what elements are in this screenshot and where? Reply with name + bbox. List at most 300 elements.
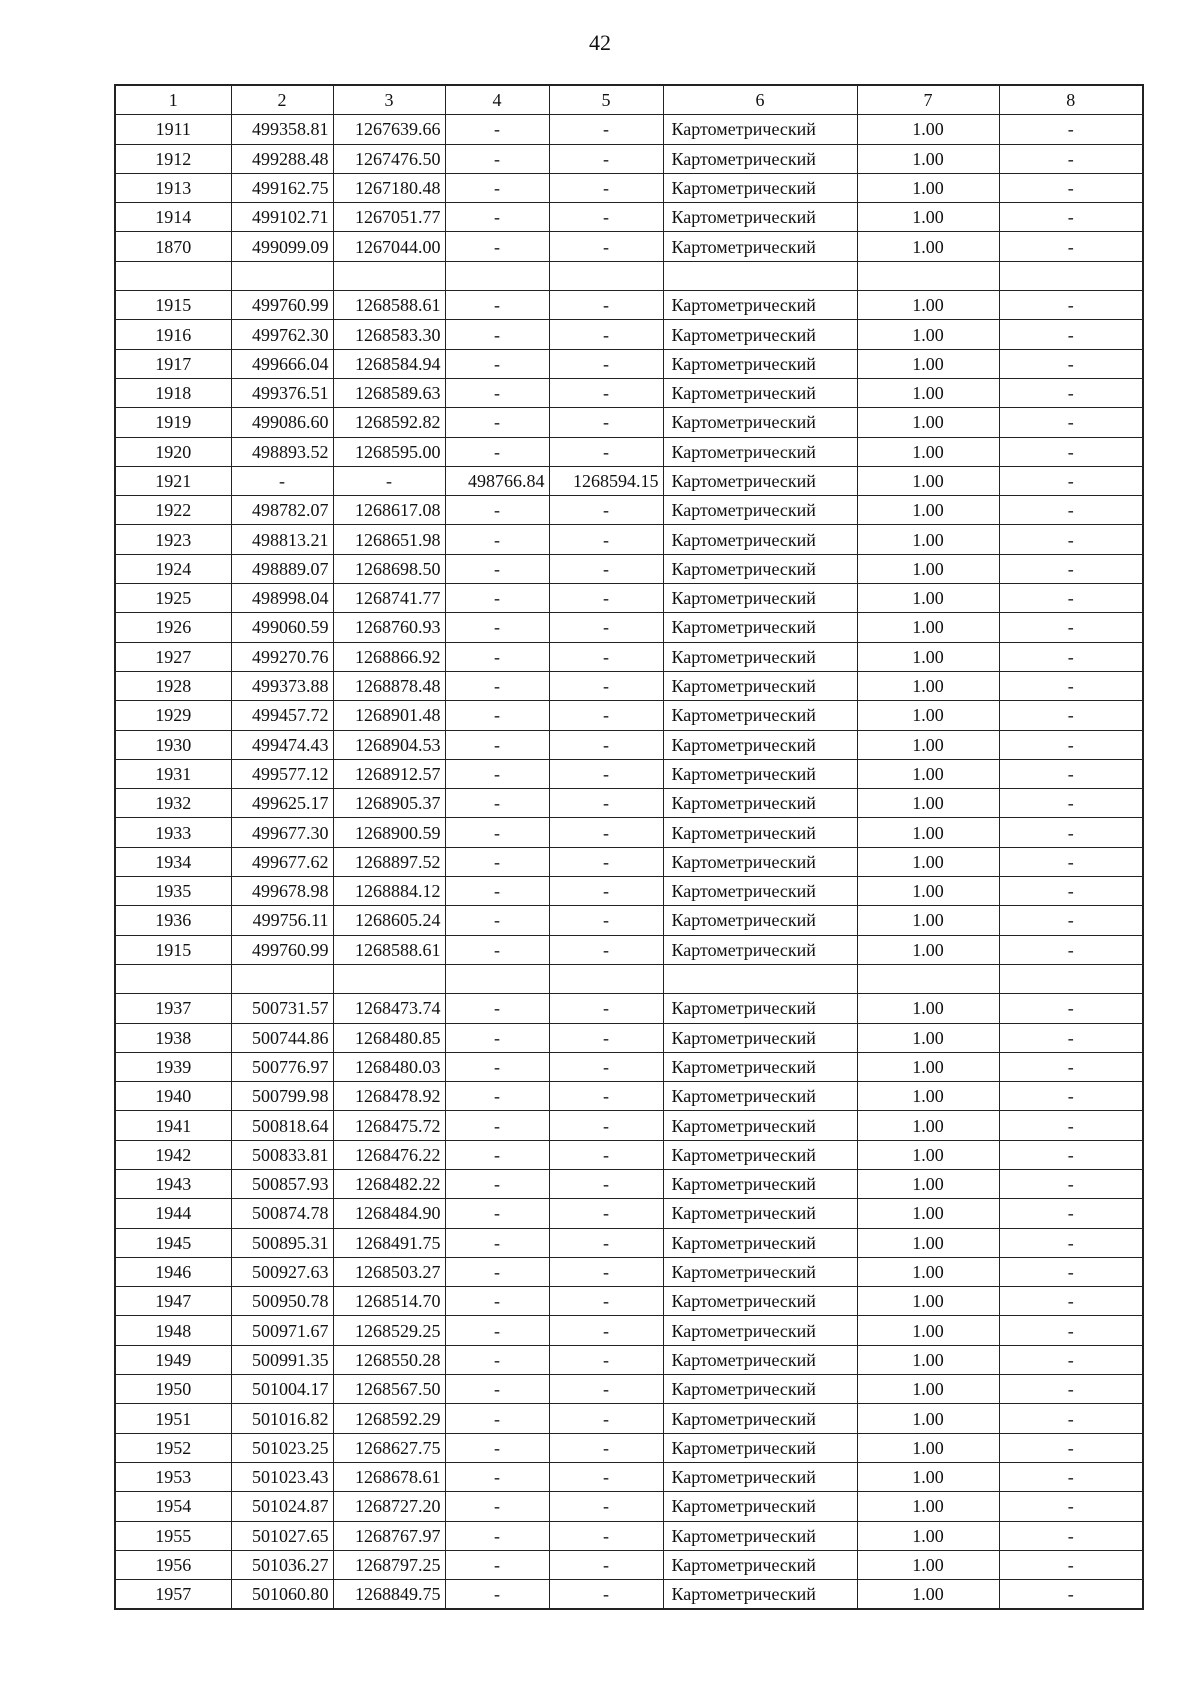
table-row [115, 232, 1143, 261]
x-coordinate-cell: 500991.35 [231, 1345, 333, 1374]
table-row [115, 554, 1143, 583]
y-coordinate-cell: 1268529.25 [333, 1316, 445, 1345]
y-coordinate-cell: 1268592.82 [333, 408, 445, 437]
x-coordinate-alt-cell: - [445, 1404, 549, 1433]
table-row [115, 1462, 1143, 1491]
x-coordinate-cell: 501027.65 [231, 1521, 333, 1550]
x-coordinate-alt-cell: - [445, 203, 549, 232]
x-coordinate-cell: 500818.64 [231, 1111, 333, 1140]
description-cell: - [999, 1550, 1143, 1579]
x-coordinate-cell: 499577.12 [231, 759, 333, 788]
y-coordinate-cell: 1268589.63 [333, 378, 445, 407]
x-coordinate-cell: 498889.07 [231, 554, 333, 583]
accuracy-cell: 1.00 [857, 554, 999, 583]
x-coordinate-cell: 499060.59 [231, 613, 333, 642]
accuracy-cell: 1.00 [857, 349, 999, 378]
x-coordinate-cell: 499760.99 [231, 935, 333, 964]
method-cell: Картометрический [663, 1462, 857, 1491]
y-coordinate-alt-cell: - [549, 671, 663, 700]
y-coordinate-cell: 1268878.48 [333, 671, 445, 700]
description-cell: - [999, 759, 1143, 788]
point-number-cell: 1937 [115, 994, 231, 1023]
y-coordinate-alt-cell: - [549, 1550, 663, 1579]
accuracy-cell: 1.00 [857, 935, 999, 964]
method-cell: Картометрический [663, 994, 857, 1023]
point-number-cell: 1922 [115, 496, 231, 525]
table-row [115, 759, 1143, 788]
accuracy-cell: 1.00 [857, 291, 999, 320]
table-row [115, 789, 1143, 818]
point-number-cell: 1916 [115, 320, 231, 349]
method-cell: Картометрический [663, 1375, 857, 1404]
description-cell: - [999, 1140, 1143, 1169]
y-coordinate-alt-cell: - [549, 1462, 663, 1491]
y-coordinate-cell: 1268727.20 [333, 1492, 445, 1521]
x-coordinate-alt-cell: - [445, 1521, 549, 1550]
y-coordinate-cell: 1268567.50 [333, 1375, 445, 1404]
method-cell: Картометрический [663, 1433, 857, 1462]
y-coordinate-cell: 1268741.77 [333, 584, 445, 613]
x-coordinate-cell: 500833.81 [231, 1140, 333, 1169]
x-coordinate-alt-cell: - [445, 730, 549, 759]
accuracy-cell: 1.00 [857, 759, 999, 788]
x-coordinate-alt-cell: - [445, 1375, 549, 1404]
method-cell: Картометрический [663, 1199, 857, 1228]
accuracy-cell: 1.00 [857, 232, 999, 261]
point-number-cell: 1911 [115, 115, 231, 144]
method-cell: Картометрический [663, 759, 857, 788]
x-coordinate-alt-cell: - [445, 173, 549, 202]
description-cell: - [999, 1433, 1143, 1462]
y-coordinate-cell: 1268905.37 [333, 789, 445, 818]
table-row [115, 1111, 1143, 1140]
accuracy-cell: 1.00 [857, 701, 999, 730]
y-coordinate-alt-cell: - [549, 1082, 663, 1111]
x-coordinate-cell: 499678.98 [231, 877, 333, 906]
y-coordinate-alt-cell: - [549, 906, 663, 935]
y-coordinate-alt-cell: - [549, 173, 663, 202]
page-number: 42 [589, 30, 611, 55]
accuracy-cell: 1.00 [857, 877, 999, 906]
description-cell: - [999, 554, 1143, 583]
accuracy-cell: 1.00 [857, 1492, 999, 1521]
y-coordinate-alt-cell: - [549, 203, 663, 232]
x-coordinate-alt-cell: - [445, 642, 549, 671]
x-coordinate-cell: - [231, 466, 333, 495]
method-cell: Картометрический [663, 1345, 857, 1374]
y-coordinate-alt-cell: - [549, 1580, 663, 1610]
table-row [115, 847, 1143, 876]
x-coordinate-alt-cell: - [445, 349, 549, 378]
description-cell: - [999, 173, 1143, 202]
table-row [115, 935, 1143, 964]
description-cell: - [999, 1580, 1143, 1610]
point-number-cell: 1870 [115, 232, 231, 261]
accuracy-cell: 1.00 [857, 994, 999, 1023]
point-number-cell: 1920 [115, 437, 231, 466]
accuracy-cell [857, 261, 999, 290]
x-coordinate-cell: 501024.87 [231, 1492, 333, 1521]
y-coordinate-alt-cell: - [549, 1257, 663, 1286]
x-coordinate-alt-cell: - [445, 1492, 549, 1521]
y-coordinate-alt-cell: - [549, 1287, 663, 1316]
accuracy-cell: 1.00 [857, 1169, 999, 1198]
y-coordinate-alt-cell: - [549, 1433, 663, 1462]
method-cell: Картометрический [663, 642, 857, 671]
table-row [115, 1492, 1143, 1521]
y-coordinate-alt-cell: - [549, 232, 663, 261]
x-coordinate-alt-cell: - [445, 1228, 549, 1257]
y-coordinate-cell: 1268480.03 [333, 1052, 445, 1081]
x-coordinate-alt-cell: - [445, 877, 549, 906]
accuracy-cell: 1.00 [857, 1023, 999, 1052]
accuracy-cell: 1.00 [857, 525, 999, 554]
x-coordinate-alt-cell: - [445, 1462, 549, 1491]
y-coordinate-alt-cell: - [549, 994, 663, 1023]
description-cell: - [999, 437, 1143, 466]
x-coordinate-alt-cell: - [445, 1550, 549, 1579]
point-number-cell [115, 261, 231, 290]
x-coordinate-cell: 499099.09 [231, 232, 333, 261]
y-coordinate-alt-cell: - [549, 701, 663, 730]
y-coordinate-alt-cell: - [549, 349, 663, 378]
description-cell: - [999, 994, 1143, 1023]
method-cell: Картометрический [663, 291, 857, 320]
method-cell: Картометрический [663, 144, 857, 173]
method-cell: Картометрический [663, 1550, 857, 1579]
description-cell: - [999, 1023, 1143, 1052]
description-cell: - [999, 642, 1143, 671]
x-coordinate-cell: 499756.11 [231, 906, 333, 935]
x-coordinate-alt-cell: - [445, 291, 549, 320]
x-coordinate-alt-cell: - [445, 525, 549, 554]
x-coordinate-alt-cell: - [445, 1345, 549, 1374]
accuracy-cell: 1.00 [857, 1433, 999, 1462]
description-cell: - [999, 1257, 1143, 1286]
method-cell: Картометрический [663, 818, 857, 847]
y-coordinate-cell: 1268866.92 [333, 642, 445, 671]
point-number-cell: 1924 [115, 554, 231, 583]
method-cell: Картометрический [663, 115, 857, 144]
y-coordinate-alt-cell: - [549, 291, 663, 320]
y-coordinate-cell: - [333, 466, 445, 495]
description-cell: - [999, 320, 1143, 349]
description-cell: - [999, 789, 1143, 818]
y-coordinate-cell: 1268698.50 [333, 554, 445, 583]
accuracy-cell: 1.00 [857, 1462, 999, 1491]
accuracy-cell: 1.00 [857, 906, 999, 935]
accuracy-cell [857, 964, 999, 993]
description-cell: - [999, 671, 1143, 700]
table-row [115, 320, 1143, 349]
y-coordinate-alt-cell: - [549, 642, 663, 671]
y-coordinate-cell: 1268617.08 [333, 496, 445, 525]
x-coordinate-alt-cell: - [445, 115, 549, 144]
description-cell: - [999, 906, 1143, 935]
x-coordinate-alt-cell: - [445, 1199, 549, 1228]
table-row [115, 1052, 1143, 1081]
y-coordinate-cell: 1268478.92 [333, 1082, 445, 1111]
point-number-cell: 1956 [115, 1550, 231, 1579]
method-cell: Картометрический [663, 437, 857, 466]
point-number-cell: 1946 [115, 1257, 231, 1286]
table-row [115, 1404, 1143, 1433]
x-coordinate-alt-cell: - [445, 847, 549, 876]
x-coordinate-cell: 499762.30 [231, 320, 333, 349]
point-number-cell: 1934 [115, 847, 231, 876]
x-coordinate-cell: 499666.04 [231, 349, 333, 378]
y-coordinate-cell: 1268627.75 [333, 1433, 445, 1462]
description-cell [999, 964, 1143, 993]
description-cell: - [999, 1111, 1143, 1140]
y-coordinate-alt-cell: - [549, 1052, 663, 1081]
x-coordinate-alt-cell: - [445, 144, 549, 173]
method-cell: Картометрический [663, 1492, 857, 1521]
table-row [115, 964, 1143, 993]
table-row [115, 291, 1143, 320]
description-cell: - [999, 1492, 1143, 1521]
description-cell: - [999, 1052, 1143, 1081]
x-coordinate-cell: 500874.78 [231, 1199, 333, 1228]
x-coordinate-alt-cell: - [445, 818, 549, 847]
x-coordinate-alt-cell [445, 261, 549, 290]
accuracy-cell: 1.00 [857, 1580, 999, 1610]
description-cell [999, 261, 1143, 290]
table-row [115, 613, 1143, 642]
y-coordinate-alt-cell: - [549, 1345, 663, 1374]
table-row [115, 1550, 1143, 1579]
x-coordinate-alt-cell: - [445, 1433, 549, 1462]
y-coordinate-alt-cell: - [549, 1316, 663, 1345]
x-coordinate-alt-cell: - [445, 613, 549, 642]
method-cell: Картометрический [663, 554, 857, 583]
x-coordinate-cell: 500731.57 [231, 994, 333, 1023]
y-coordinate-cell: 1268588.61 [333, 935, 445, 964]
accuracy-cell: 1.00 [857, 1052, 999, 1081]
point-number-cell: 1940 [115, 1082, 231, 1111]
table-row [115, 496, 1143, 525]
description-cell: - [999, 613, 1143, 642]
y-coordinate-alt-cell: - [549, 1375, 663, 1404]
accuracy-cell: 1.00 [857, 1521, 999, 1550]
header-cell-8: 8 [999, 85, 1143, 115]
x-coordinate-alt-cell: - [445, 1082, 549, 1111]
table-row [115, 1316, 1143, 1345]
method-cell: Картометрический [663, 906, 857, 935]
table-row [115, 408, 1143, 437]
y-coordinate-cell [333, 261, 445, 290]
x-coordinate-cell: 500744.86 [231, 1023, 333, 1052]
y-coordinate-alt-cell: - [549, 1199, 663, 1228]
table-row [115, 906, 1143, 935]
description-cell: - [999, 232, 1143, 261]
y-coordinate-alt-cell: - [549, 144, 663, 173]
y-coordinate-cell: 1267476.50 [333, 144, 445, 173]
description-cell: - [999, 818, 1143, 847]
y-coordinate-alt-cell [549, 964, 663, 993]
point-number-cell: 1915 [115, 935, 231, 964]
method-cell: Картометрический [663, 1111, 857, 1140]
x-coordinate-cell: 500927.63 [231, 1257, 333, 1286]
x-coordinate-alt-cell [445, 964, 549, 993]
x-coordinate-alt-cell: - [445, 1257, 549, 1286]
y-coordinate-cell: 1268588.61 [333, 291, 445, 320]
x-coordinate-alt-cell: - [445, 496, 549, 525]
method-cell: Картометрический [663, 877, 857, 906]
x-coordinate-cell: 501023.25 [231, 1433, 333, 1462]
y-coordinate-cell: 1268678.61 [333, 1462, 445, 1491]
y-coordinate-cell: 1268912.57 [333, 759, 445, 788]
y-coordinate-alt-cell: - [549, 759, 663, 788]
y-coordinate-cell: 1268767.97 [333, 1521, 445, 1550]
y-coordinate-cell: 1268797.25 [333, 1550, 445, 1579]
accuracy-cell: 1.00 [857, 203, 999, 232]
y-coordinate-cell: 1268605.24 [333, 906, 445, 935]
point-number-cell: 1930 [115, 730, 231, 759]
table-row [115, 818, 1143, 847]
x-coordinate-alt-cell: - [445, 584, 549, 613]
y-coordinate-alt-cell: - [549, 525, 663, 554]
description-cell: - [999, 584, 1143, 613]
x-coordinate-alt-cell: - [445, 1169, 549, 1198]
point-number-cell: 1917 [115, 349, 231, 378]
point-number-cell: 1957 [115, 1580, 231, 1610]
point-number-cell [115, 964, 231, 993]
x-coordinate-alt-cell: - [445, 906, 549, 935]
description-cell: - [999, 408, 1143, 437]
point-number-cell: 1955 [115, 1521, 231, 1550]
method-cell: Картометрический [663, 1023, 857, 1052]
description-cell: - [999, 1082, 1143, 1111]
x-coordinate-cell: 498813.21 [231, 525, 333, 554]
point-number-cell: 1929 [115, 701, 231, 730]
table-body [115, 85, 1143, 1609]
method-cell: Картометрический [663, 671, 857, 700]
method-cell: Картометрический [663, 496, 857, 525]
x-coordinate-alt-cell: - [445, 554, 549, 583]
table-row [115, 437, 1143, 466]
table-row [115, 1228, 1143, 1257]
header-cell-2: 2 [231, 85, 333, 115]
accuracy-cell: 1.00 [857, 730, 999, 759]
y-coordinate-cell: 1268550.28 [333, 1345, 445, 1374]
x-coordinate-cell: 500799.98 [231, 1082, 333, 1111]
table-row [115, 642, 1143, 671]
point-number-cell: 1948 [115, 1316, 231, 1345]
x-coordinate-cell: 498782.07 [231, 496, 333, 525]
method-cell: Картометрический [663, 701, 857, 730]
table-row [115, 1287, 1143, 1316]
accuracy-cell: 1.00 [857, 1082, 999, 1111]
point-number-cell: 1918 [115, 378, 231, 407]
description-cell: - [999, 349, 1143, 378]
x-coordinate-cell: 499086.60 [231, 408, 333, 437]
method-cell: Картометрический [663, 1521, 857, 1550]
y-coordinate-cell: 1268884.12 [333, 877, 445, 906]
method-cell: Картометрический [663, 789, 857, 818]
point-number-cell: 1945 [115, 1228, 231, 1257]
y-coordinate-cell: 1268595.00 [333, 437, 445, 466]
x-coordinate-alt-cell: - [445, 1052, 549, 1081]
x-coordinate-cell: 500971.67 [231, 1316, 333, 1345]
point-number-cell: 1939 [115, 1052, 231, 1081]
accuracy-cell: 1.00 [857, 466, 999, 495]
description-cell: - [999, 1404, 1143, 1433]
header-cell-6: 6 [663, 85, 857, 115]
point-number-cell: 1950 [115, 1375, 231, 1404]
x-coordinate-cell: 499677.30 [231, 818, 333, 847]
method-cell: Картометрический [663, 1052, 857, 1081]
method-cell: Картометрический [663, 466, 857, 495]
point-number-cell: 1927 [115, 642, 231, 671]
accuracy-cell: 1.00 [857, 671, 999, 700]
method-cell: Картометрический [663, 584, 857, 613]
y-coordinate-alt-cell: - [549, 496, 663, 525]
point-number-cell: 1925 [115, 584, 231, 613]
table-row [115, 261, 1143, 290]
accuracy-cell: 1.00 [857, 408, 999, 437]
x-coordinate-cell: 499760.99 [231, 291, 333, 320]
description-cell: - [999, 1199, 1143, 1228]
description-cell: - [999, 1462, 1143, 1491]
y-coordinate-cell: 1268514.70 [333, 1287, 445, 1316]
x-coordinate-cell: 499162.75 [231, 173, 333, 202]
method-cell: Картометрический [663, 320, 857, 349]
y-coordinate-alt-cell: - [549, 730, 663, 759]
x-coordinate-cell: 500950.78 [231, 1287, 333, 1316]
point-number-cell: 1914 [115, 203, 231, 232]
y-coordinate-cell: 1267044.00 [333, 232, 445, 261]
method-cell: Картометрический [663, 1228, 857, 1257]
x-coordinate-alt-cell: - [445, 1287, 549, 1316]
method-cell: Картометрический [663, 232, 857, 261]
point-number-cell: 1932 [115, 789, 231, 818]
accuracy-cell: 1.00 [857, 1111, 999, 1140]
table-row [115, 1023, 1143, 1052]
description-cell: - [999, 701, 1143, 730]
x-coordinate-alt-cell: - [445, 320, 549, 349]
point-number-cell: 1952 [115, 1433, 231, 1462]
point-number-cell: 1953 [115, 1462, 231, 1491]
table-row [115, 584, 1143, 613]
accuracy-cell: 1.00 [857, 173, 999, 202]
accuracy-cell: 1.00 [857, 1316, 999, 1345]
table-row [115, 671, 1143, 700]
method-cell: Картометрический [663, 525, 857, 554]
x-coordinate-alt-cell: - [445, 1111, 549, 1140]
table-row [115, 203, 1143, 232]
x-coordinate-alt-cell: - [445, 701, 549, 730]
y-coordinate-cell: 1267639.66 [333, 115, 445, 144]
table-row [115, 1199, 1143, 1228]
point-number-cell: 1951 [115, 1404, 231, 1433]
y-coordinate-alt-cell: - [549, 408, 663, 437]
table-row [115, 1580, 1143, 1610]
x-coordinate-cell: 499457.72 [231, 701, 333, 730]
point-number-cell: 1926 [115, 613, 231, 642]
x-coordinate-alt-cell: - [445, 1140, 549, 1169]
table-row [115, 1375, 1143, 1404]
y-coordinate-cell: 1267051.77 [333, 203, 445, 232]
x-coordinate-alt-cell: - [445, 232, 549, 261]
y-coordinate-alt-cell: - [549, 320, 663, 349]
y-coordinate-alt-cell: - [549, 584, 663, 613]
x-coordinate-cell: 499625.17 [231, 789, 333, 818]
accuracy-cell: 1.00 [857, 1199, 999, 1228]
table-row [115, 466, 1143, 495]
description-cell: - [999, 1316, 1143, 1345]
method-cell: Картометрический [663, 378, 857, 407]
